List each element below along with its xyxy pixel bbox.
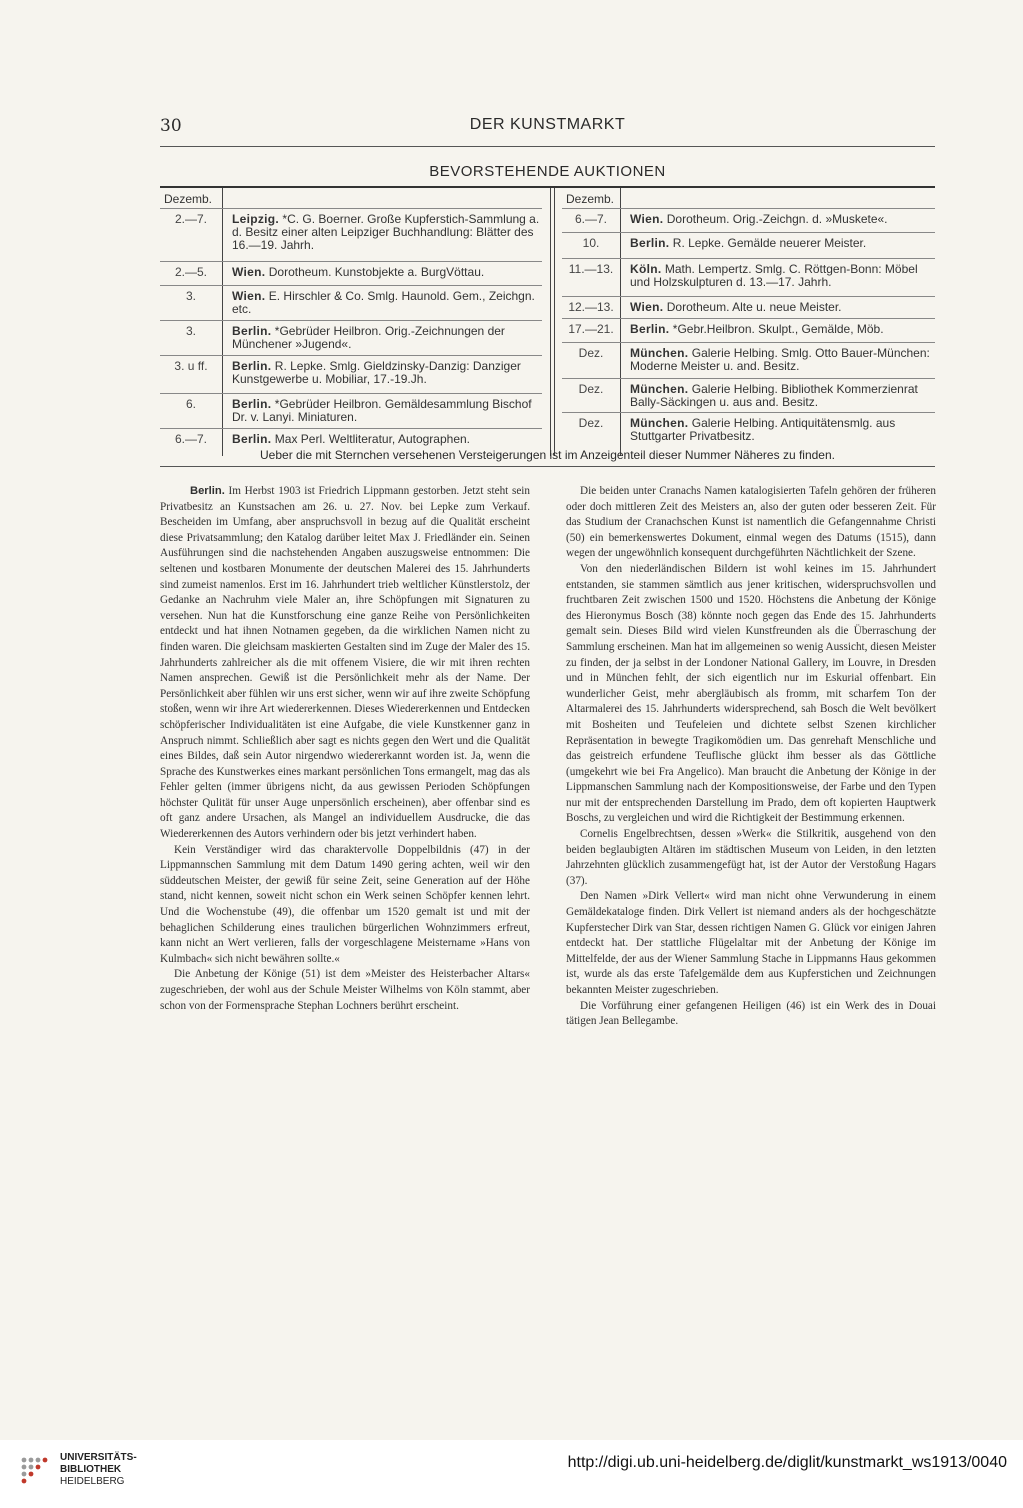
auction-text: E. Hirschler & Co. Smlg. Haunold. Gem., Zeichgn. etc. <box>232 289 535 316</box>
auction-description <box>630 263 933 289</box>
auction-city: München. <box>630 382 689 396</box>
auction-city: München. <box>630 416 689 430</box>
paragraph-text: Im Herbst 1903 ist Friedrich Lippmann gestorben. Jetzt steht sein Privatbesitz an Kunstsachen am 26. u. 27. Nov. bei Lepke zum Verkauf. Bescheiden im Umfang, aber anspruchsvoll in bezug auf die Qualität erscheint diese Privatsammlung; den Katalog darüber leitet Max J. Friedländer ein. Seinen Ausführungen sind die nachstehenden Angaben auszugsweise entnommen: Die seltenen und kostbaren Monumente der deutschen Malerei des 15. Jahrhunderts sind zumeist namenlos. Erst im 16. Jahrhundert trieb weltlicher Künstlerstolz, der Gedanke an Nachruhm viele Maler an, ihre Schöpfungen mit Signaturen zu versehen. Nun hat die Kunstforschung eine ganze Reihe von Persönlichkeiten entdeckt und hat ihnen Notnamen gegeben, da die wirklichen Namen nicht zu finden waren. Die gleichsam maskierten Gestalten sind im Zuge der Maler des 15. Jahrhunderts zahlreicher als die mit offenem Visiere, die wir mit ihren rechten Namen ansprechen. Gewiß ist die Persönlichkeit mehr als der Name. Der Persönlichkeit aber fühlen wir uns erst sicher, wenn wir auf ihre zweite Schöpfung stoßen, wenn wir ihre Art wiedererkennen. Dieses Wiedererkennen und Entdecken schöpferischer Individualitäten ist eine Aufgabe, die viele Kunstkenner ganz in Anspruch nimmt. Schließlich aber sagt es nichts gegen den Wert und die Qualität eines Bildes, daß sein Autor nirgendwo wiedererkannt worden ist. Ja, wenn die Sprache des Kunstwerkes eines markant persönlichen Tons ermangelt, mag das als Fehler gelten (immer übrigens nicht, da aus gewissen Perioden Schöpfungen höchster Qulität für unser Auge unpersönlich erscheinen), aber offenbar sind es oft ganz andere Ursachen, als Mangel an individuellem Ausdrucke, die das Wiedererkennen des Autors verhindern oder bis jetzt verhindert haben. <box>160 485 530 841</box>
column-divider-2 <box>554 188 555 456</box>
auction-date: 3. <box>185 289 196 303</box>
auction-row <box>160 261 542 286</box>
auction-date: 3. u ff. <box>174 359 208 373</box>
auction-date: Dez. <box>578 382 604 396</box>
article-paragraph: Die Anbetung der Könige (51) ist dem »Meister des Heisterbacher Altars« zugeschrieben, der wohl aus der Schule Meister Wilhelms von Köln stammt, aber schon von der Formensprache Stephan Lochners berührt erscheint. <box>160 968 530 1012</box>
auction-text: *Gebrüder Heilbron. Orig.-Zeichnungen der Münchener »Jugend«. <box>232 324 505 351</box>
article-paragraph: Den Namen »Dirk Vellert« wird man nicht ohne Verwunderung in einem Gemäldekataloge finden. Dirk Vellert ist niemand anders als der hochgeschätzte Kupferstecher Dirk van Star, dessen richtigen Namen G. Glück vor einigen Jahren entdeckt hat. Der stattliche Flügelaltar mit der Anbetung der Könige im Mittelfelde, der aus der Wiener Sammlung Stache in Lippmanns Haus gekommen ist, wurde als das erste Tafelgemälde dem aus Kupferstichen und Zeichnungen bekannten Meister zugeschrieben. <box>566 890 936 996</box>
article-paragraph <box>160 484 530 843</box>
auction-description <box>232 325 540 351</box>
auction-date: 6.—7. <box>574 212 607 226</box>
library-logo-icon <box>18 1454 50 1486</box>
source-url[interactable]: http://digi.ub.uni-heidelberg.de/diglit/kunstmarkt_ws1913/0040 <box>567 1454 1007 1471</box>
auction-city: Leipzig. <box>232 212 280 226</box>
auction-row <box>562 208 935 233</box>
auction-date: 17.—21. <box>568 322 614 336</box>
auction-city: München. <box>630 346 689 360</box>
auctions-title: BEVORSTEHENDE AUKTIONEN <box>429 163 666 180</box>
auction-city: Wien. <box>630 300 664 314</box>
article-paragraph: Die beiden unter Cranachs Namen katalogisierten Tafeln gehören der früheren oder doch mittleren Zeit des Meisters an, also der guten oder besseren Zeit. Für das Studium der Cranachschen Kunst ist namentlich die Gefangennahme Christi (50) ein bemerkenswertes Dokument, einmal wegen des Datums (1515), dann wegen der ungewöhnlich konsequent durchgeführten Nächtlichkeit der Szene. <box>566 485 936 560</box>
auction-row <box>160 208 542 262</box>
page-number: 30 <box>160 116 182 136</box>
article-paragraph: Cornelis Engelbrechtsen, dessen »Werk« die Stilkritik, ausgehend von den beiden beglaubigten Altären im städtischen Museum von Leiden, in den letzten Jahrzehnten glücklich zusammengefügt hat, ist der Autor der Verstoßung Hagars (37). <box>566 828 936 887</box>
auction-description <box>232 398 540 424</box>
auction-row <box>160 285 542 321</box>
auction-text: Galerie Helbing. Bibliothek Kommerzienrat Bally-Säckingen u. aus and. Besitz. <box>630 382 918 409</box>
auction-row <box>562 378 935 413</box>
auctions-right-column <box>562 188 935 456</box>
auction-description <box>232 433 540 446</box>
auction-city: Berlin. <box>232 324 272 338</box>
auction-description <box>630 323 933 336</box>
auction-row <box>160 320 542 356</box>
auction-city: Berlin. <box>232 397 272 411</box>
auction-description <box>630 383 933 409</box>
auction-row <box>562 258 935 297</box>
auction-city: Wien. <box>232 265 266 279</box>
auction-date: 12.—13. <box>568 300 614 314</box>
auction-date: 3. <box>185 324 196 338</box>
article-paragraph: Kein Verständiger wird das charaktervolle Doppelbildnis (47) in der Lippmannschen Sammlung mit dem Datum 1490 gering achten, weil wir den süddeutschen Meister, der gewiß für seine Zeit, seine Generation auf der Höhe stand, nicht kennen, soweit nicht schon ein Werk seinen Schöpfer kennen lehrt. Und die Wochenstube (49), die offenbar um 1520 gemalt ist und mit der behaglichen Schilderung eines traulichen bürgerlichen Wohnzimmers erfreut, kann nicht an Wert verlieren, falls der vorgeschlagene Meistername »Hans von Kulmbach« sich nicht bewähren sollte.« <box>160 843 530 965</box>
auction-description <box>630 347 933 373</box>
auction-city: Wien. <box>630 212 664 226</box>
auction-city: Köln. <box>630 262 662 276</box>
auction-city: Berlin. <box>232 359 272 373</box>
auction-text: Dorotheum. Alte u. neue Meister. <box>663 300 842 314</box>
auction-description <box>630 237 933 250</box>
logo-line: HEIDELBERG <box>60 1476 125 1487</box>
library-logo[interactable] <box>18 1448 178 1498</box>
auction-description <box>630 213 933 226</box>
auction-text: Galerie Helbing. Antiquitätensmlg. aus Stuttgarter Privatbesitz. <box>630 416 896 443</box>
auction-date: 10. <box>582 236 600 250</box>
auction-row <box>160 393 542 429</box>
auction-date: Dez. <box>578 416 604 430</box>
running-title: DER KUNSTMARKT <box>469 116 626 133</box>
logo-line: BIBLIOTHEK <box>60 1464 122 1475</box>
column-divider <box>550 188 551 456</box>
auction-text: Dorotheum. Kunstobjekte a. BurgVöttau. <box>265 265 485 279</box>
auction-row <box>562 232 935 259</box>
viewer-footer <box>0 1440 1023 1508</box>
auction-text: Max Perl. Weltliteratur, Autographen. <box>271 432 470 446</box>
auction-description <box>232 290 540 316</box>
auction-city: Berlin. <box>232 432 272 446</box>
auction-city: Berlin. <box>630 322 670 336</box>
auction-text: *C. G. Boerner. Große Kupferstich-Sammlung a. d. Besitz einer alten Leipziger Buchhandlung: Blätter des 16.—19. Jahrh. <box>232 212 540 252</box>
auction-text: Galerie Helbing. Smlg. Otto Bauer-München: Moderne Meister u. and. Besitz. <box>630 346 930 373</box>
auction-city: Berlin. <box>630 236 670 250</box>
auction-row <box>160 355 542 394</box>
auction-text: Math. Lempertz. Smlg. C. Röttgen-Bonn: Möbel und Holzskulpturen d. 13.—17. Jahrh. <box>630 262 918 289</box>
article-left-column <box>160 484 530 1014</box>
auctions-left-column <box>160 188 542 456</box>
auction-date: 2.—5. <box>174 265 207 279</box>
logo-line: UNIVERSITÄTS- <box>60 1452 137 1463</box>
auction-date: 6.—7. <box>174 432 207 446</box>
library-logo-text <box>60 1452 137 1488</box>
auctions-table <box>160 186 935 456</box>
auction-row <box>562 318 935 343</box>
auction-description <box>232 266 540 279</box>
auction-date: 6. <box>185 397 196 411</box>
article-paragraph: Von den niederländischen Bildern ist wohl keines im 15. Jahrhundert entstanden, sie stammen sämtlich aus jener kritischen, widerspruchsvollen und fruchtbaren Zeit zwischen 1500 und 1520. Höchstens die Anbetung der Könige des Hieronymus Bosch (38) könnte noch gegen das Ende des 15. Jahrhunderts gemalt sein. Dieses Bild wird vielen Kunstfreunden als die Überraschung der Sammlung erscheinen. Man hat im allgemeinen so wenig Aussicht, diesen Meister zu finden, der ja selbst in der Londoner National Gallery, im Louvre, in Dresden und in München fehlt, der sich eigentlich nur im Eskurial offenbart. Ein wunderlicher Geist, mehr abergläubisch als fromm, mit scharfem Ton der Altarmalerei des 15. Jahrhunderts widersprechend, sah Bosch die Welt bevölkert mit Bosheiten und Teufeleien und dichtete selbst Szenen kirchlicher Repräsentation in bewegte Tragikomödien um. Das genrehaft Menschliche und das geistreich erfundene Teuflische glückt ihm besser als das Göttliche (umgekehrt wie bei Fra Angelico). Man braucht die Anbetung der Könige in der Lippmanschen Sammlung nach der Kompositionsweise, der Farbe und den Typen nur mit der entsprechenden Darstellung im Prado, dem oft kopierten Hauptwerk Boschs, zu vergleichen und wird die Richtigkeit der Bestimmung erkennen. <box>566 562 936 825</box>
right-date-header: Dezemb. <box>566 192 615 206</box>
auction-date: 11.—13. <box>568 262 614 276</box>
auction-description <box>630 301 933 314</box>
auction-date: Dez. <box>578 346 604 360</box>
auction-text: Dorotheum. Orig.-Zeichgn. d. »Muskete«. <box>663 212 888 226</box>
auction-text: *Gebrüder Heilbron. Gemäldesammlung Bischof Dr. v. Lanyi. Miniaturen. <box>232 397 532 424</box>
auction-text: *Gebr.Heilbron. Skulpt., Gemälde, Möb. <box>669 322 884 336</box>
auction-text: R. Lepke. Gemälde neuerer Meister. <box>669 236 867 250</box>
auction-description <box>232 360 540 386</box>
page-header <box>160 116 935 147</box>
asterisk-notice: Ueber die mit Sternchen versehenen Versteigerungen ist im Anzeigenteil dieser Nummer Näheres zu finden. <box>160 448 935 467</box>
auction-row <box>562 342 935 379</box>
auction-description <box>232 213 540 252</box>
left-date-header: Dezemb. <box>164 192 213 206</box>
auction-row <box>562 296 935 319</box>
article-right-column <box>566 484 936 1030</box>
auction-description <box>630 417 933 443</box>
auction-city: Wien. <box>232 289 266 303</box>
article-lead: Berlin. <box>190 485 225 497</box>
auction-text: R. Lepke. Smlg. Gieldzinsky-Danzig: Danziger Kunstgewerbe u. Mobiliar, 17.-19.Jh. <box>232 359 521 386</box>
auction-date: 2.—7. <box>174 212 207 226</box>
article-paragraph: Die Vorführung einer gefangenen Heiligen (46) ist ein Werk des in Douai tätigen Jean Bellegambe. <box>566 999 936 1028</box>
